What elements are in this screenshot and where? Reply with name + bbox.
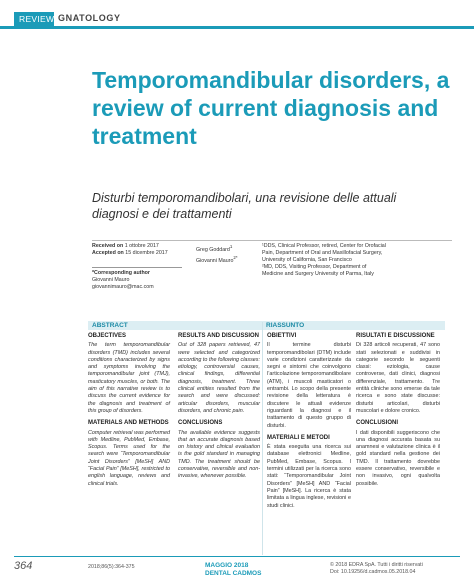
conclusioni-text: I dati disponibili suggeriscono che una diagnosi accurata basata su anamnesi e valutazione clinica è il gold standard nella gestione dei TMD. Il trattamento dovrebbe essere conservativo, reversibile e non invasivo, ogni qualvolta possibile.: [356, 429, 440, 487]
obiettivi-text: Il termine disturbi temporomandibolari (DTM) include varie condizioni caratterizzate da segni e sintomi che coinvolgono l’articolazione temporomandibolare (ATM), i muscoli masticatori o entrambi. Lo scopo della presente revisione della letteratura è discutere le attuali evidenze riguardanti la diagnosi e il trattamento di questo gruppo di disturbi.: [267, 342, 351, 429]
page-number: 364: [14, 560, 33, 572]
authors-block: [196, 243, 256, 265]
conclusioni-heading: CONCLUSIONI: [356, 420, 398, 427]
accepted-label: Accepted on: [92, 250, 124, 256]
corresponding-block: [92, 270, 192, 291]
article-title: Temporomandibular disorders, a review of current diagnosis and treatment: [92, 67, 450, 149]
corresponding-name: Giovanni Mauro: [92, 277, 130, 283]
riassunto-col-2: [356, 333, 440, 493]
accepted-line: [92, 250, 192, 257]
received-line: [92, 243, 192, 250]
header-rule: [0, 26, 474, 29]
meta-separator: [92, 267, 182, 268]
abstract-bar: ABSTRACT: [88, 321, 263, 330]
author-2-mark: 2*: [233, 254, 238, 260]
conclusions-text: The available evidence suggests that an accurate diagnosis based on history and clinical evaluation is the gold standard in managing TMD. The treatment should be conservative, reversible and non-invasive, whenever possible.: [178, 429, 260, 480]
conclusions-heading: CONCLUSIONS: [178, 420, 223, 427]
risultati-text: Di 328 articoli recuperati, 47 sono stati selezionati e suddivisi in categorie secondo le seguenti classi: eziologia, cause controverse, dati clinici, diagnosi differenziale, trattamento. Tre entità cliniche sono emerse da tale ricerca e sono state discusse: disturbi articolari, disturbi muscolari e dolore cronico.: [356, 342, 440, 414]
column-divider: [262, 322, 263, 555]
meta-divider: [92, 240, 452, 241]
dates-block: [92, 243, 192, 257]
objectives-text: The term temporomandibular disorders (TMD) includes several conditions characterized by signs and symptoms involving the temporomandibular joint (TMJ), masticatory muscles, or both. The aim of this narrative review is to discuss the current evidence for the diagnosis and treatment of this group of disorders.: [88, 342, 170, 414]
author-1: Greg Goddard$^1$: [196, 244, 233, 253]
journal-line-2: DENTAL CADMOS: [205, 570, 262, 577]
footer-journal: [205, 562, 261, 578]
corresponding-email[interactable]: giovannimauro@mac.com: [92, 284, 154, 290]
materiali-text: È stata eseguita una ricerca sui database elettronici Medline, PubMed, Embase, Scopus. I termini utilizzati per la ricerca sono stati: “Temporomandibular Joint Disorders” [MeSH] AND “Facial Pain” [MeSH]. La ricerca è stata limitata a lingua inglese, revisioni e studi clinici.: [267, 444, 351, 509]
materials-text: Computer retrieval was performed with Medline, PubMed, Embase, Scopus. Terms used for the search were “Temporomandibular Joint Disorders” [MeSH] AND “Facial Pain” [MeSH], restricted to english language, reviews and clinical trials.: [88, 429, 170, 487]
journal-line-1: MAGGIO 2018: [205, 562, 249, 569]
riassunto-col-1: [267, 333, 351, 515]
affiliation-1: ¹DDS, Clinical Professor, retired, Center for Orofacial Pain, Department of Oral and Maxillofacial Surgery, University of California, San Francisco: [262, 243, 386, 263]
abstract-col-2: [178, 333, 260, 486]
author-2: Giovanni Mauro$^{2*}$: [196, 254, 238, 264]
results-text: Out of 328 papers retrieved, 47 were selected and categorized according to the following classes: etiology, controversial causes, clinical findings, differential diagnosis, treatment. Three clinical entities resulted from the search and were discussed: articular disorders, muscular disorders, and chronic pain.: [178, 342, 260, 414]
header-bar: [0, 0, 474, 30]
riassunto-bar: RIASSUNTO: [262, 321, 445, 330]
risultati-heading: RISULTATI E DISCUSSIONE: [356, 333, 435, 339]
footer-right: [330, 562, 460, 576]
abstract-col-1: [88, 333, 170, 493]
objectives-heading: OBJECTIVES: [88, 333, 127, 339]
results-heading: RESULTS AND DISCUSSION: [178, 333, 260, 339]
accepted-date: 15 dicembre 2017: [125, 250, 168, 256]
footer-doi-right: Doi: 10.19256/d.cadmos.05.2018.04: [330, 569, 416, 575]
footer-doi-left: 2018;86(5):364-375: [88, 564, 135, 570]
article-subtitle: Disturbi temporomandibolari, una revisione delle attuali diagnosi e dei trattamenti: [92, 191, 397, 221]
author-1-mark: 1: [229, 244, 233, 249]
corresponding-label: *Corresponding author: [92, 270, 150, 276]
obiettivi-heading: OBIETTIVI: [267, 333, 297, 339]
materials-heading: MATERIALS AND METHODS: [88, 420, 169, 427]
materiali-heading: MATERIALI E METODI: [267, 434, 330, 441]
section-name: GNATOLOGY: [58, 13, 121, 23]
affiliations-block: [262, 243, 387, 278]
received-label: Received on: [92, 243, 124, 249]
section-tab: REVIEW: [14, 12, 54, 27]
footer-rule: [14, 556, 460, 557]
affiliation-2: ²MD, DDS, Visiting Professor, Department of Medicine and Surgery University of Parma, Italy: [262, 264, 374, 277]
received-date: 1 ottobre 2017: [124, 243, 159, 249]
footer-copyright: © 2018 EDRA SpA. Tutti i diritti riservati: [330, 562, 423, 568]
